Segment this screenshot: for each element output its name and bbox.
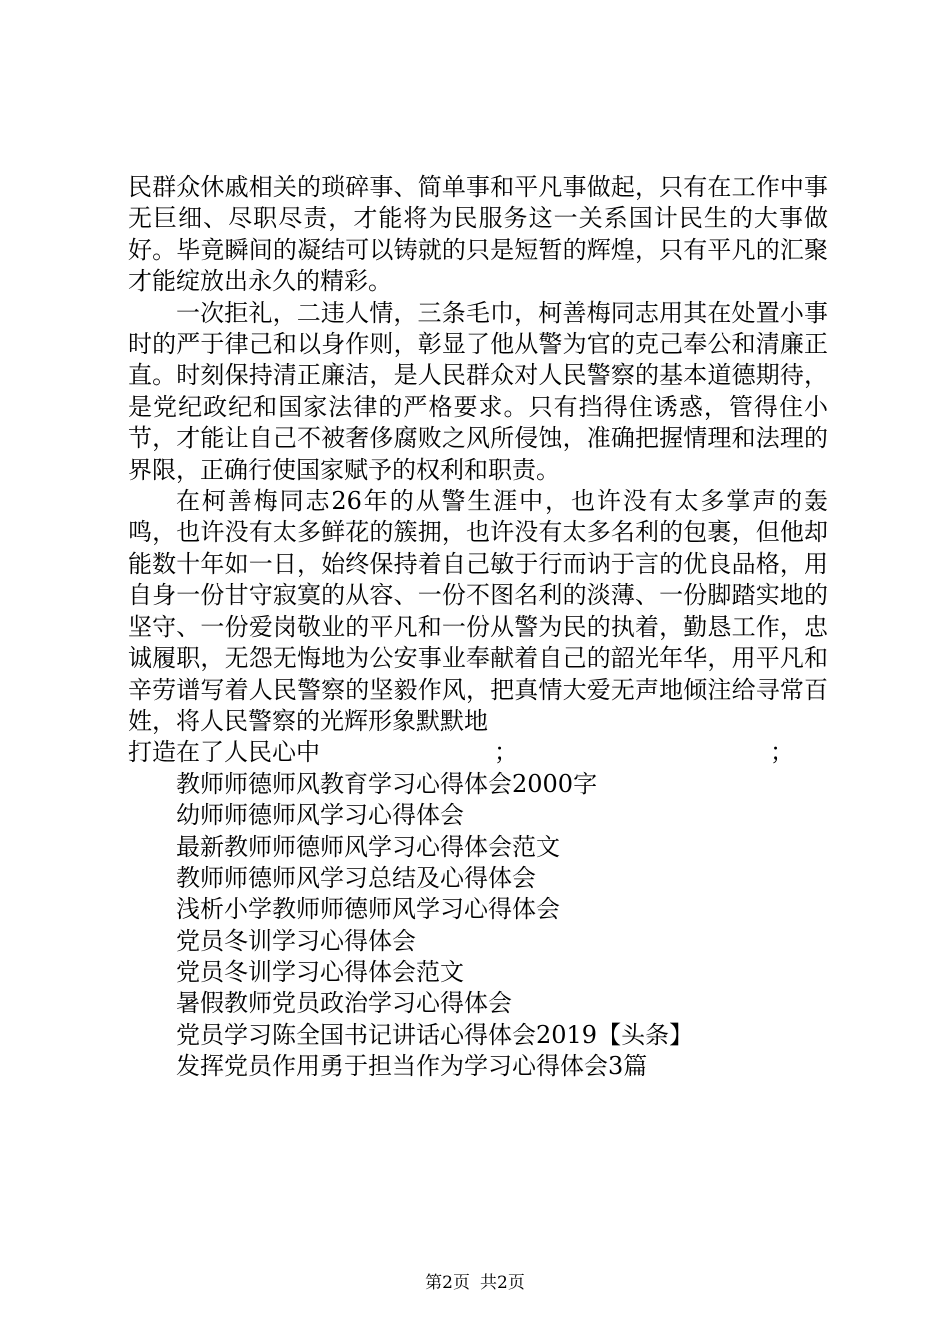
page-footer — [0, 1268, 950, 1293]
related-article-link[interactable]: 教师师德师风学习总结及心得体会 — [176, 863, 536, 892]
paragraph-1: 民群众休戚相关的琐碎事、简单事和平凡事做起，只有在工作中事无巨细、尽职尽责，才能将为民服务这一关系国计民生的大事做好。毕竟瞬间的凝结可以铸就的只是短暂的辉煌，只有平凡的汇聚才能绽放出永久的精彩。 — [128, 173, 828, 296]
page-number-current: 第2页 — [425, 1273, 470, 1293]
paragraph-2: 一次拒礼，二违人情，三条毛巾，柯善梅同志用其在处置小事时的严于律己和以身作则，彰显了他从警为官的克己奉公和清廉正直。时刻保持清正廉洁，是人民群众对人民警察的基本道德期待，是党纪政纪和国家法律的严格要求。只有挡得住诱惑，管得住小节，才能让自己不被奢侈腐败之风所侵蚀，准确把握情理和法理的界限，正确行使国家赋予的权利和职责。 — [128, 298, 828, 484]
related-article-link[interactable]: 发挥党员作用勇于担当作为学习心得体会3篇 — [176, 1052, 648, 1081]
paragraph-3-ending-text: 打造在了人民心中 — [128, 738, 320, 767]
separator-semicolon: ； — [770, 738, 794, 767]
page-number-total: 共2页 — [480, 1273, 525, 1293]
related-article-link[interactable]: 浅析小学教师师德师风学习心得体会 — [176, 895, 560, 924]
related-articles-list — [176, 769, 828, 1083]
document-body — [128, 172, 828, 1083]
related-article-link[interactable]: 暑假教师党员政治学习心得体会 — [176, 989, 512, 1018]
related-article-link[interactable]: 幼师师德师风学习心得体会 — [176, 801, 464, 830]
related-article-link[interactable]: 党员冬训学习心得体会 — [176, 926, 416, 955]
paragraph-3-ending — [128, 737, 828, 768]
paragraph-3: 在柯善梅同志26年的从警生涯中，也许没有太多掌声的轰鸣，也许没有太多鲜花的簇拥，也许没有太多名利的包裹，但他却能数十年如一日，始终保持着自己敏于行而讷于言的优良品格，用自身一份甘守寂寞的从容、一份不图名利的淡薄、一份脚踏实地的坚守、一份爱岗敬业的平凡和一份从警为民的执着，勤恳工作，忠诚履职，无怨无悔地为公安事业奉献着自己的韶光年华，用平凡和辛劳谱写着人民警察的坚毅作风，把真情大爱无声地倾注给寻常百姓，将人民警察的光辉形象默默地 — [128, 487, 828, 735]
related-article-link[interactable]: 最新教师师德师风学习心得体会范文 — [176, 832, 560, 861]
related-article-link[interactable]: 党员学习陈全国书记讲话心得体会2019【头条】 — [176, 1020, 694, 1049]
related-article-link[interactable]: 党员冬训学习心得体会范文 — [176, 958, 464, 987]
related-article-link[interactable]: 教师师德师风教育学习心得体会2000字 — [176, 769, 598, 798]
separator-semicolon: ； — [494, 738, 518, 767]
